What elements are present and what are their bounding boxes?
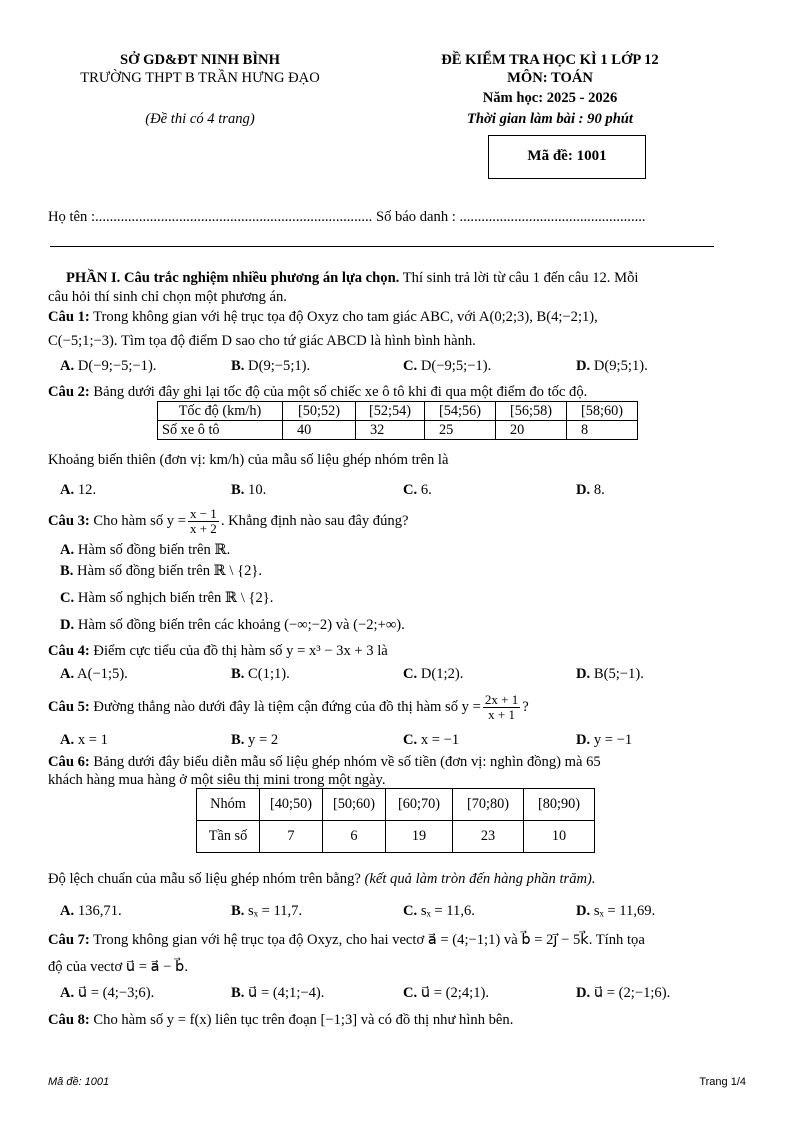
- q3-option-c[interactable]: C. Hàm số nghịch biến trên ℝ \ {2}.: [60, 590, 274, 606]
- school-name: TRƯỜNG THPT B TRẦN HƯNG ĐẠO: [80, 70, 320, 86]
- q6-option-b[interactable]: B. sₓ = 11,7.: [231, 903, 303, 919]
- part1-intro: PHẦN I. Câu trắc nghiệm nhiều phương án lựa chọn. Thí sinh trả lời từ câu 1 đến câu 12. Mỗi: [66, 270, 639, 286]
- q6-option-d[interactable]: D. sₓ = 11,69.: [576, 903, 656, 919]
- student-id-label: Số báo danh :: [372, 209, 460, 225]
- q1-option-c[interactable]: C. D(−9;5;−1).: [403, 358, 492, 374]
- q4-option-d[interactable]: D. B(5;−1).: [576, 666, 644, 682]
- exam-duration: Thời gian làm bài : 90 phút: [467, 111, 633, 127]
- q4-option-a[interactable]: A. A(−1;5).: [60, 666, 128, 682]
- q2-option-a[interactable]: A. 12.: [60, 482, 97, 498]
- q5-option-b[interactable]: B. y = 2: [231, 732, 279, 748]
- question-7-line2: độ của vectơ u⃗ = a⃗ − b⃗.: [48, 959, 188, 975]
- q7-option-b[interactable]: B. u⃗ = (4;1;−4).: [231, 985, 325, 1001]
- student-id-field: ...................................................: [459, 209, 646, 225]
- table-row: Tần số 7 6 19 23 10: [197, 821, 595, 853]
- footer-page-number: Trang 1/4: [699, 1076, 746, 1088]
- q2-option-c[interactable]: C. 6.: [403, 482, 432, 498]
- department-name: SỞ GD&ĐT NINH BÌNH: [120, 52, 280, 68]
- exam-subject: MÔN: TOÁN: [507, 70, 593, 86]
- question-8: Câu 8: Cho hàm số y = f(x) liên tục trên đoạn [−1;3] và có đồ thị như hình bên.: [48, 1012, 514, 1028]
- question-1-line2: C(−5;1;−3). Tìm tọa độ điểm D sao cho tứ giác ABCD là hình bình hành.: [48, 333, 476, 349]
- question-2: Câu 2: Bảng dưới đây ghi lại tốc độ của một số chiếc xe ô tô khi đi qua một điểm đo tốc độ.: [48, 384, 588, 400]
- fraction: $\frac{2x + 1}{x + 1}$: [484, 692, 519, 723]
- q4-option-c[interactable]: C. D(1;2).: [403, 666, 464, 682]
- header-divider: [50, 246, 714, 247]
- q2-option-b[interactable]: B. 10.: [231, 482, 267, 498]
- q3-option-a[interactable]: A. Hàm số đồng biến trên ℝ.: [60, 542, 231, 558]
- speed-table: [157, 401, 638, 440]
- school-year: Năm học: 2025 - 2026: [482, 90, 618, 106]
- table-row: Tốc độ (km/h) [50;52) [52;54) [54;56) [56;58) [58;60): [158, 402, 638, 421]
- name-label: Họ tên :: [48, 209, 96, 225]
- table-row: Nhóm [40;50) [50;60) [60;70) [70;80) [80;90): [197, 789, 595, 821]
- q3-option-d[interactable]: D. Hàm số đồng biến trên các khoảng (−∞;−2) và (−2;+∞).: [60, 617, 405, 633]
- q1-option-a[interactable]: A. D(−9;−5;−1).: [60, 358, 157, 374]
- question-6-prompt: Độ lệch chuẩn của mẫu số liệu ghép nhóm trên bằng? (kết quả làm tròn đến hàng phần trăm).: [48, 871, 596, 887]
- q7-option-c[interactable]: C. u⃗ = (2;4;1).: [403, 985, 490, 1001]
- page-count-note: (Đề thi có 4 trang): [145, 111, 255, 127]
- part1-intro-line2: câu hỏi thí sinh chỉ chọn một phương án.: [48, 289, 287, 305]
- exam-code-box: Mã đề: 1001: [488, 135, 646, 179]
- question-5: Câu 5: Đường thẳng nào dưới đây là tiệm cận đứng của đồ thị hàm số y = $\frac{2x + 1}{x + 1}$ ?: [48, 692, 529, 723]
- q5-option-d[interactable]: D. y = −1: [576, 732, 633, 748]
- exam-title: ĐỀ KIỂM TRA HỌC KÌ 1 LỚP 12: [441, 52, 659, 68]
- question-3: Câu 3: Cho hàm số y = $\frac{x - 1}{x + 2}$ . Khẳng định nào sau đây đúng?: [48, 506, 409, 537]
- q3-option-b[interactable]: B. Hàm số đồng biến trên ℝ \ {2}.: [60, 563, 263, 579]
- question-6: Câu 6: Bảng dưới đây biểu diễn mẫu số liệu ghép nhóm về số tiền (đơn vị: nghìn đồng) mà 65: [48, 754, 601, 770]
- q1-option-b[interactable]: B. D(9;−5;1).: [231, 358, 311, 374]
- table-row: Số xe ô tô 40 32 25 20 8: [158, 421, 638, 440]
- q4-option-b[interactable]: B. C(1;1).: [231, 666, 290, 682]
- q6-option-c[interactable]: C. sₓ = 11,6.: [403, 903, 475, 919]
- q1-option-d[interactable]: D. D(9;5;1).: [576, 358, 648, 374]
- q2-option-d[interactable]: D. 8.: [576, 482, 605, 498]
- q5-option-c[interactable]: C. x = −1: [403, 732, 460, 748]
- student-info-line: [48, 208, 646, 226]
- question-4: Câu 4: Điểm cực tiểu của đồ thị hàm số y = x³ − 3x + 3 là: [48, 643, 388, 659]
- question-2-prompt: Khoảng biến thiên (đơn vị: km/h) của mẫu số liệu ghép nhóm trên là: [48, 452, 449, 468]
- q5-option-a[interactable]: A. x = 1: [60, 732, 108, 748]
- question-7: Câu 7: Trong không gian với hệ trục tọa độ Oxyz, cho hai vectơ a⃗ = (4;−1;1) và b⃗ = 2j⃗ − 5k⃗. Tính tọa: [48, 932, 645, 948]
- name-field: ............................................................................: [95, 209, 373, 225]
- footer-exam-code: Mã đề: 1001: [48, 1076, 110, 1088]
- q6-option-a[interactable]: A. 136,71.: [60, 903, 122, 919]
- question-6-line2: khách hàng mua hàng ở một siêu thị mini trong một ngày.: [48, 772, 386, 788]
- q7-option-d[interactable]: D. u⃗ = (2;−1;6).: [576, 985, 671, 1001]
- frequency-table: [196, 788, 595, 853]
- q7-option-a[interactable]: A. u⃗ = (4;−3;6).: [60, 985, 155, 1001]
- question-1: Câu 1: Trong không gian với hệ trục tọa độ Oxyz cho tam giác ABC, với A(0;2;3), B(4;−2;1),: [48, 309, 598, 325]
- fraction: $\frac{x - 1}{x + 2}$: [189, 506, 217, 537]
- part1-heading: PHẦN I. Câu trắc nghiệm nhiều phương án lựa chọn.: [66, 270, 400, 286]
